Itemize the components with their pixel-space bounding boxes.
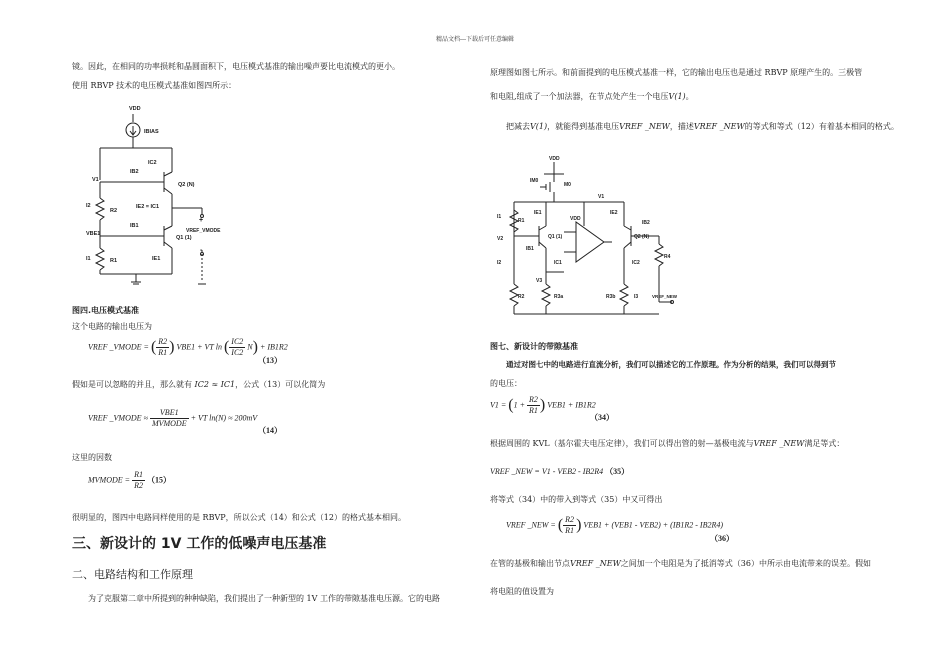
fig7-label-ic1: IC1	[554, 260, 562, 266]
right-paragraph-7: 将等式（34）中的带入到等式（35）中又可得出	[490, 495, 663, 504]
equation-15	[88, 470, 171, 491]
eq35-number: （35）	[605, 467, 630, 476]
eq14-number: （14）	[258, 426, 282, 435]
rp6-a: 根据周围的 KVL（基尔霍夫电压定律），我们可以得出管的射—基极电流与	[490, 439, 754, 448]
eq13-den2: IC2	[231, 348, 244, 357]
fig4-label-vdd: VDD	[129, 106, 141, 112]
right-paragraph-2: 和电阻,组成了一个加法器，在节点处产生一个电压V(1)。	[490, 92, 694, 101]
fig4-label-vref: VREF_VMODE	[186, 228, 221, 234]
fig4-label-i2: I2	[86, 203, 91, 209]
rp6-b: 满足等式：	[804, 439, 845, 448]
equation-35	[490, 466, 629, 477]
eq34-number: （34）	[590, 413, 614, 422]
subsection-heading-2: 二、电路结构和工作原理	[72, 568, 193, 581]
fig4-label-ie2ic1: IE2 = IC1	[136, 204, 160, 210]
eq35-text: VREF _NEW = V1 - VEB2 - IB2R4	[490, 467, 604, 476]
fig7-label-r3b: R3b	[606, 294, 616, 300]
fig7-label-i2: I2	[497, 260, 502, 266]
fig7-label-r4: R4	[664, 254, 671, 260]
eq15-number: （15）	[146, 475, 171, 485]
fig7-label-v2: V2	[497, 236, 504, 242]
fig7-label-im0: IM0	[530, 178, 539, 184]
eq13-number: （13）	[258, 356, 282, 365]
left-paragraph-7: 为了克服第二章中所提到的种种缺陷，我们提出了一种新型的 1V 工作的带隙基准电压源。它的电路	[88, 594, 440, 603]
right-paragraph-8	[490, 558, 871, 569]
fig7-label-i1: I1	[497, 214, 502, 220]
fig4-label-vbe1: VBE1	[86, 231, 101, 237]
rp8-a: 在管的基极和输出节点	[490, 559, 570, 568]
rp3-a: 把减去	[506, 122, 530, 131]
figure-4-circuit	[80, 100, 240, 300]
eq13-plus: + IB1R2	[259, 342, 288, 352]
left-paragraph-6: 很明显的，图四中电路同样使用的是 RBVP，所以公式（14）和公式（12）的格式基本相同。	[72, 513, 406, 522]
fig7-label-ie2: IE2	[610, 210, 618, 216]
fig7-label-vref: VREF_NEW	[652, 294, 678, 299]
eq13-lhs: VREF _VMODE =	[88, 342, 149, 352]
eq36-rhs: VEB1 + (VEB1 - VEB2) + (IB1R2 - IB2R4)	[583, 520, 724, 530]
fig7-label-r1: R1	[518, 218, 525, 224]
figure-7-circuit	[494, 152, 684, 322]
fig7-label-vdd2: VDD	[570, 216, 581, 222]
eq34-num: R2	[529, 395, 538, 404]
equation-14	[88, 408, 257, 429]
eq34-den: R1	[529, 406, 538, 415]
fig4-label-r1: R1	[110, 258, 118, 264]
rp3-c: ，描述	[669, 122, 694, 131]
eq34-rhs: VEB1 + IB1R2	[547, 400, 596, 410]
fig7-label-r3a: R3a	[554, 294, 564, 300]
eq15-den: R2	[134, 481, 143, 490]
eq34-lhs: V1 =	[490, 400, 507, 410]
equation-34: V1 = (1 + $\frac{R2}{R1}$ ) VEB1 + IB1R2	[490, 395, 596, 415]
rp2-a: 和电阻,组成了一个加法器，在节点处产生一个电压	[490, 92, 669, 101]
p4-c: IC2 ≈ IC1	[194, 380, 236, 389]
right-paragraph-4: 通过对图七中的电路进行直流分析，我们可以描述它的工作原理。作为分析的结果，我们可以得到节	[506, 360, 836, 369]
fig7-label-r2: R2	[518, 294, 525, 300]
fig7-label-ib1: IB1	[526, 246, 534, 252]
rp6-v: VREF _NEW	[753, 439, 805, 448]
fig4-label-minus: -	[200, 247, 203, 254]
fig4-label-i1: I1	[86, 256, 91, 262]
fig4-label-ic2: IC2	[148, 160, 157, 166]
left-paragraph-5: 这里的因数	[72, 453, 112, 462]
fig4-label-ie1: IE1	[152, 256, 161, 262]
figure-4-caption: 图四.电压模式基准	[72, 306, 140, 315]
eq14-lhs: VREF _VMODE ≈	[88, 413, 148, 423]
rp3-b: ，就能得到基准电压	[547, 122, 620, 131]
right-paragraph-1: 原理图如图七所示。和前面提到的电压模式基准一样，它的输出电压也是通过 RBVP 原理产生的。三极管	[490, 68, 863, 77]
right-paragraph-6	[490, 438, 844, 449]
right-paragraph-5: 的电压：	[490, 379, 522, 388]
eq36-den: R1	[565, 526, 575, 535]
fig4-label-ibias: IBIAS	[144, 129, 159, 135]
fig7-label-ib2: IB2	[642, 220, 650, 226]
p4-a: 假如是可以忽略的并且	[72, 380, 152, 389]
fig4-label-ib1: IB1	[130, 223, 139, 229]
fig7-label-q1: Q1 (1)	[548, 234, 563, 240]
figure-7-caption: 图七、新设计的带隙基准	[490, 342, 578, 351]
eq36-num: R2	[565, 515, 575, 524]
eq13-den: R1	[158, 348, 168, 357]
eq15-lhs: MVMODE =	[88, 475, 131, 485]
fig7-label-v1: V1	[598, 194, 605, 200]
left-paragraph-3: 这个电路的输出电压为	[72, 322, 152, 331]
eq14-rhs: + VT ln(N) ≈ 200mV	[190, 413, 258, 423]
left-paragraph-2: 使用 RBVP 技术的电压模式基准如图四所示：	[72, 81, 237, 90]
fig7-label-ic2: IC2	[632, 260, 640, 266]
eq13-num: R2	[158, 337, 168, 346]
rp3-v2: VREF _NEW	[619, 122, 670, 131]
fig4-label-v1: V1	[92, 177, 99, 183]
right-paragraph-9: 将电阻的值设置为	[490, 587, 554, 596]
eq13-num2: IC2	[231, 337, 244, 346]
rp3-d: 的等式和等式（12）有着基本相同的格式。	[744, 122, 899, 131]
rp8-b: 之间加一个电阻是为了抵消等式（36）中所示由电流带来的误差。假如	[620, 559, 871, 568]
eq14-num: VBE1	[150, 408, 189, 419]
eq13-tail: N	[247, 342, 253, 352]
p4-b: ，那么就有	[152, 380, 192, 389]
p4-d: ，公式（13）可以化简为	[235, 380, 326, 389]
rp3-v3: VREF _NEW	[693, 122, 745, 131]
fig4-label-q1: Q1 (1)	[176, 235, 192, 241]
equation-13: VREF _VMODE = ( $\frac{R2}{R1}$ ) VBE1 + VT ln ( $\frac{IC2}{IC2}$ N) + IB1R2	[88, 337, 288, 357]
eq15-num: R1	[134, 470, 143, 479]
left-paragraph-4	[72, 379, 325, 390]
fig4-label-q2: Q2 (N)	[178, 182, 195, 188]
fig7-label-q2: Q2 (N)	[634, 234, 649, 240]
fig7-label-v3: V3	[536, 278, 543, 284]
page-header: 精品文档---下载后可任意编辑	[435, 36, 515, 43]
left-paragraph-1: 镜。因此，在相同的功率损耗和晶圆面积下，电压模式基准的输出噪声要比电流模式的更小。	[72, 62, 400, 71]
fig7-label-vdd: VDD	[549, 156, 560, 162]
rp8-v: VREF _NEW	[570, 559, 621, 568]
right-paragraph-3	[506, 121, 899, 132]
fig4-label-plus: +	[199, 217, 204, 224]
eq36-lhs: VREF _NEW =	[506, 520, 556, 530]
eq13-mid: VBE1 + VT ln	[176, 342, 222, 352]
equation-36: VREF _NEW = ( $\frac{R2}{R1}$ ) VEB1 + (VEB1 - VEB2) + (IB1R2 - IB2R4)	[506, 515, 724, 535]
rp2-v: V(1)	[668, 92, 686, 101]
fig7-label-ie1: IE1	[534, 210, 542, 216]
eq36-number: （36）	[710, 534, 734, 543]
eq14-den: MVMODE	[151, 419, 187, 428]
fig4-label-r2: R2	[110, 208, 118, 214]
fig7-label-i3: I3	[634, 294, 639, 300]
fig7-label-m0: M0	[564, 182, 571, 188]
fig4-label-ib2: IB2	[130, 169, 139, 175]
rp3-v1: V(1)	[530, 122, 548, 131]
section-heading-3: 三、新设计的 1V 工作的低噪声电压基准	[72, 536, 327, 552]
